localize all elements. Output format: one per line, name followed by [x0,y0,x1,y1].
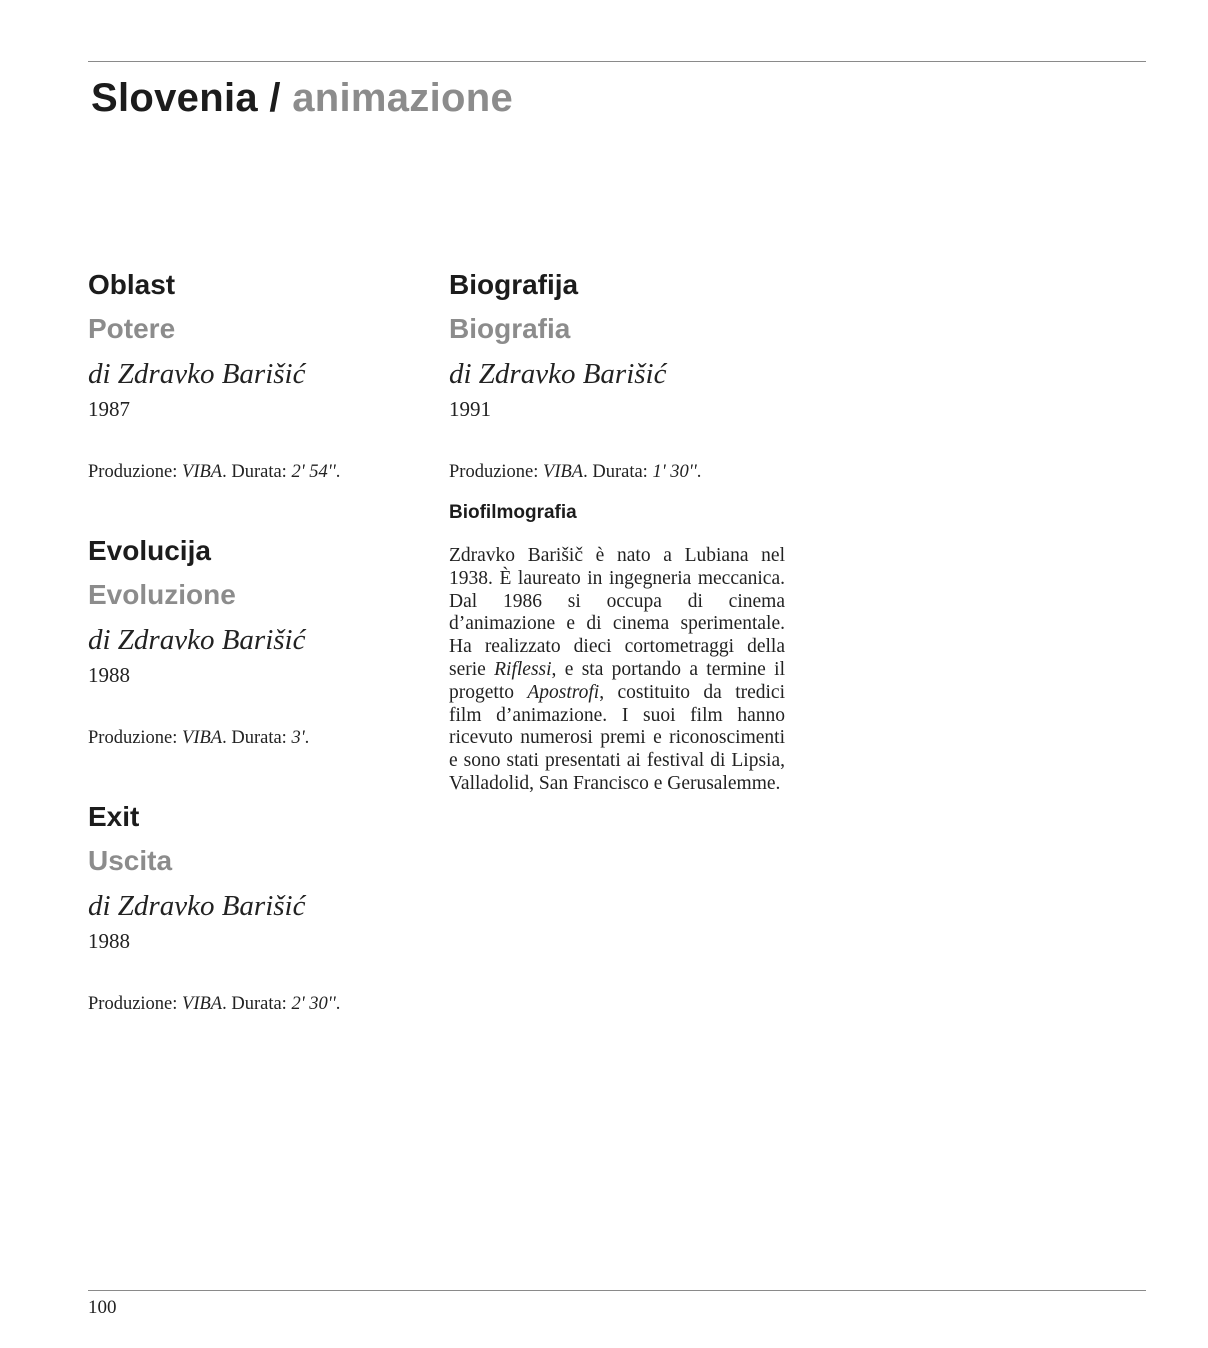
header-country: Slovenia [91,76,258,120]
film-producer: VIBA [182,462,223,482]
film-year: 1991 [449,397,491,421]
film-original-title: Biografija [449,269,579,300]
film-production: Produzione: VIBA. Durata: 3'. [88,728,310,748]
left-column [88,264,428,1016]
project-title: Apostrofi [527,681,600,703]
film-production: Produzione: VIBA. Durata: 2' 30''. [88,994,341,1014]
page-number: 100 [88,1297,117,1318]
film-producer: VIBA [182,994,223,1014]
film-italian-title: Uscita [88,845,173,876]
film-year: 1987 [88,397,130,421]
film-author: di Zdravko Barišić [449,358,667,390]
film-duration: 2' 54'' [291,462,336,482]
biofilmography-text: Zdravko Barišič è nato a Lubiana nel 1938. È laureato in ingegneria meccanica. Dal 1986 si occupa di cinema d’animazione e di cinema sperimentale. Ha realizzato dieci cortometraggi della serie Riflessi, e sta portando a termine il progetto Apostrofi, costituito da tredici film d’animazione. I suoi film hanno ricevuto numerosi premi e riconoscimenti e sono stati presentati ai festival di Lipsia, Valladolid, San Francisco e Gerusalemme. [449,545,786,794]
film-original-title: Oblast [88,269,176,300]
bottom-rule [88,1290,1146,1291]
film-original-title: Exit [88,801,140,832]
series-title: Riflessi [494,658,552,680]
biofilmography-heading: Biofilmografia [449,502,577,523]
film-duration: 3' [291,728,305,748]
film-author: di Zdravko Barišić [88,358,306,390]
film-italian-title: Potere [88,313,176,344]
film-author: di Zdravko Barišić [88,624,306,656]
film-entry [88,796,428,1016]
film-producer: VIBA [182,728,223,748]
film-entry [88,530,428,750]
film-production: Produzione: VIBA. Durata: 2' 54''. [88,462,341,482]
film-production: Produzione: VIBA. Durata: 1' 30''. [449,462,702,482]
film-entry [449,264,789,484]
film-italian-title: Evoluzione [88,579,236,610]
top-rule [88,61,1146,62]
film-original-title: Evolucija [88,535,211,566]
header-separator: / [269,76,281,120]
film-producer: VIBA [543,462,584,482]
film-italian-title: Biografia [449,313,571,344]
page-header [91,74,513,122]
right-column [449,264,789,796]
film-entry [88,264,428,484]
film-year: 1988 [88,663,130,687]
film-year: 1988 [88,929,130,953]
film-author: di Zdravko Barišić [88,890,306,922]
header-section: animazione [292,76,514,120]
film-duration: 1' 30'' [652,462,697,482]
film-duration: 2' 30'' [291,994,336,1014]
